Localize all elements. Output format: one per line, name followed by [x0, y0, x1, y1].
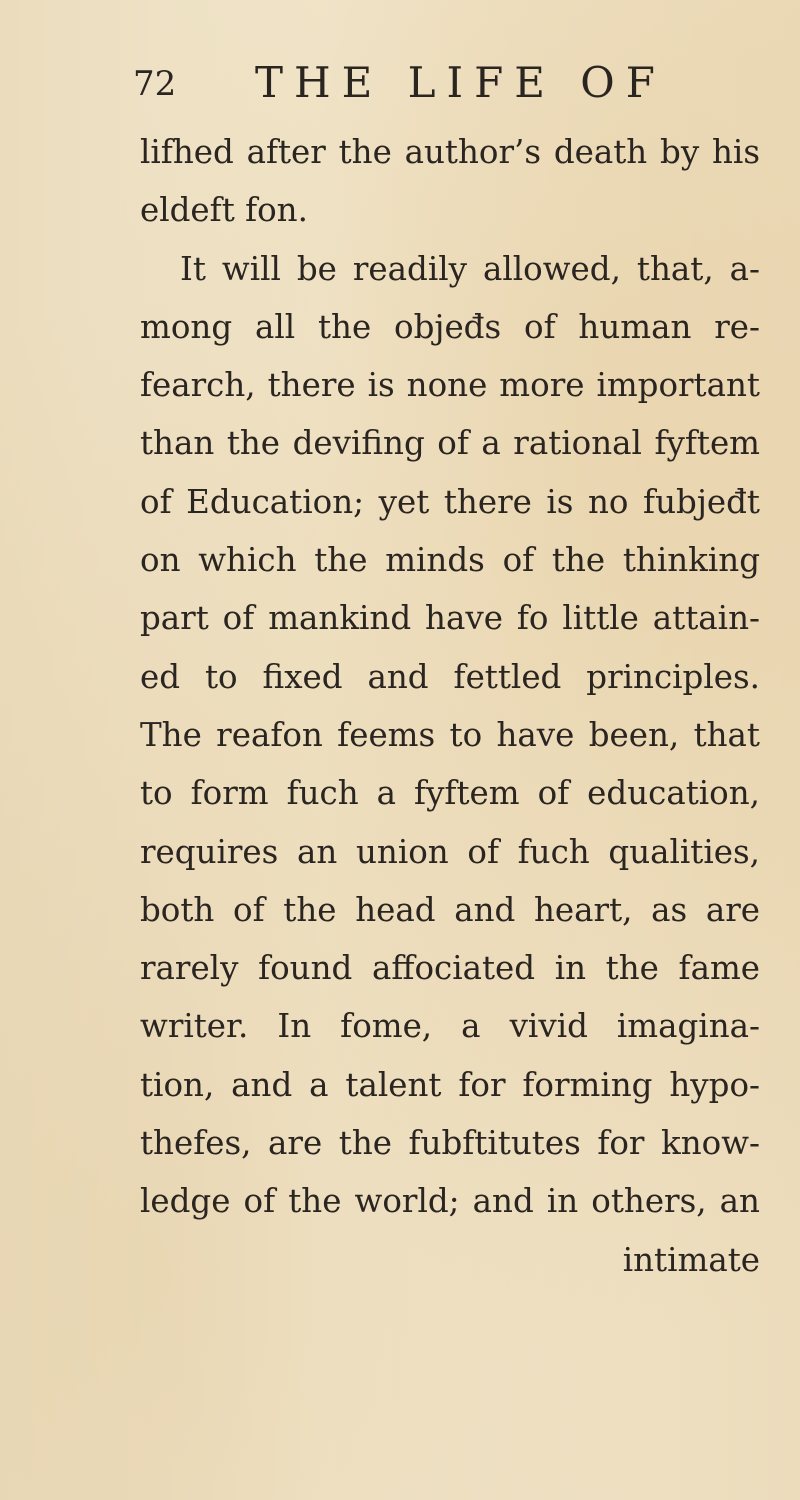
text-line: to form fuch a fyftem of education, — [140, 774, 760, 813]
text-line: lifhed after the author’s death by his — [140, 133, 760, 171]
catchword: intimate — [622, 1240, 760, 1279]
text-line: ledge of the world; and in others, an — [140, 1182, 760, 1221]
page-number: 72 — [133, 64, 177, 104]
text-line: It will be readily allowed, that, a- — [180, 249, 760, 288]
text-line: requires an union of fuch qualities, — [140, 832, 760, 871]
text-line: The reafon feems to have been, that — [140, 715, 760, 754]
text-line: both of the head and heart, as are — [140, 890, 760, 929]
text-line: ed to fixed and fettled principles. — [140, 657, 760, 696]
body-text — [140, 123, 760, 1289]
text-line: tion, and a talent for forming hypo- — [140, 1065, 760, 1104]
text-line: of Education; yet there is no fubjeđt — [140, 482, 760, 521]
text-line: mong all the objeđs of human re- — [140, 307, 760, 346]
text-line: fearch, there is none more important — [140, 366, 760, 405]
text-line: eldeft fon. — [140, 191, 308, 230]
text-line: than the devifing of a rational fyftem — [140, 424, 760, 463]
text-line: writer. In fome, a vivid imagina- — [140, 1007, 760, 1046]
text-line: part of mankind have fo little attain- — [140, 599, 760, 638]
page-header — [133, 58, 773, 108]
text-line: rarely found affociated in the fame — [140, 949, 760, 988]
text-line: thefes, are the fubftitutes for know- — [140, 1124, 760, 1163]
running-head: THE LIFE OF — [255, 58, 666, 107]
text-line: on which the minds of the thinking — [140, 541, 760, 580]
